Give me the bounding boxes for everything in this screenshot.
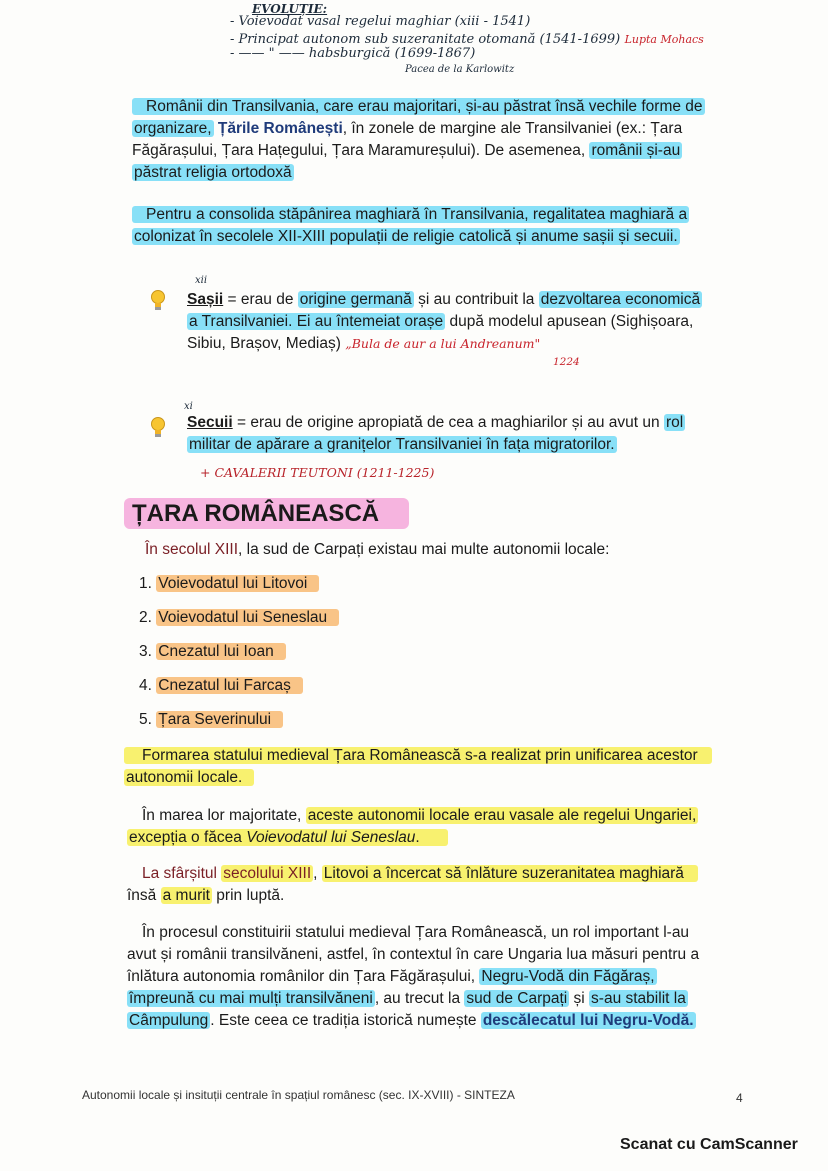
para6-l3b: Negru-Vodă din Făgăraș, [481,968,655,985]
para6-l3a: înlătura autonomia românilor din Țara Făgărașului, [127,968,480,985]
para1-a: Românii din Transilvania, care erau majoritari, și-au păstrat însă vechile forme de [132,98,705,115]
para6-l4c: sud de Carpați [466,990,568,1007]
para5-a: La sfârșitul [142,865,222,882]
sasii-e: a Transilvaniei. Ei au întemeiat orașe [189,313,444,330]
list-num: 5. [139,711,152,728]
bulb-icon [150,417,166,444]
para5-d: Litovoi a încercat să înlăture suzeranitatea maghiară [322,865,698,882]
secuii-b: rol [665,414,684,431]
para2-b: colonizat în secolele XII-XIII populații de religie catolică și anume sașii și secuii. [134,228,678,245]
camscanner-watermark: Scanat cu CamScanner [620,1136,798,1153]
list-label: Țara Severinului [156,711,283,728]
paragraph-romanii [132,96,712,184]
para3-a: Formarea statului medieval Țara Românească s-a realizat prin unificarea acestor [124,747,712,764]
secuii-c: militar de apărare a granițelor Transilvaniei în fața migratorilor. [189,436,615,453]
para6-l4d: și [569,990,590,1007]
sasii-a: = erau de [223,291,298,308]
list-item [139,607,339,629]
list-label: Cnezatul lui Ioan [156,643,285,660]
para5-f: a murit [162,887,210,904]
sasii-hand: „Bula de aur a lui Andreanum" [345,336,541,351]
para6-l1: În procesul constituirii statului medieval Țara Românească, un rol important l-au [142,924,690,941]
sasii-c: și au contribuit la [413,291,539,308]
heading-text: ȚARA ROMÂNEASCĂ [124,498,409,529]
para5-g: prin luptă. [211,887,285,904]
para4-e: . [415,829,420,846]
para4-b: aceste autonomii locale erau vasale ale regelui Ungariei, [307,807,697,824]
paragraph-negru-voda [127,922,727,1032]
para1-tarile: Țările Românești [217,120,343,137]
paragraph-formare [124,745,724,789]
para6-l4a: împreună cu mai mulți transilvăneni [129,990,373,1007]
para1-f: românii și-au [591,142,681,159]
para5-e: însă [127,887,161,904]
para4-c-text: excepția o făcea [129,829,247,846]
list-label: Voievodatul lui Litovoi [156,575,319,592]
para6-l2: avut și românii transilvăneni, astfel, în contextul în care Ungaria lua măsuri pentru a [127,946,700,963]
sasii-b: origine germană [299,291,412,308]
para3-b: autonomii locale. [124,769,254,786]
list-num: 4. [139,677,152,694]
sasii-note: xii [195,275,208,286]
intro-line [145,541,609,559]
list-label: Voievodatul lui Seneslau [156,609,339,626]
secuii-term: Secuii [187,414,233,431]
intro-a: În secolul XIII [145,541,239,558]
para2-a: Pentru a consolida stăpânirea maghiară în Transilvania, regalitatea maghiară a [132,206,689,223]
sasii-g: Sibiu, Brașov, Mediaș) [187,335,341,352]
notes-line2-red: Lupta Mohacs [624,33,704,46]
para1-g: păstrat religia ortodoxă [134,164,292,181]
list-item [139,573,319,595]
list-num: 3. [139,643,152,660]
secuii-hand: + CAVALERII TEUTONI (1211-1225) [200,465,435,480]
page-number: 4 [736,1091,743,1105]
para4-d: Voievodatul lui Seneslau [246,829,416,846]
list-item [139,675,303,697]
list-label: Cnezatul lui Farcaș [156,677,303,694]
para5-c: , [313,865,322,882]
para6-l5c: descălecatul lui Negru-Vodă. [482,1012,694,1029]
list-item [139,641,286,663]
notes-line2: - Principat autonom sub suzeranitate otomană (1541-1699) [230,32,621,47]
sasii-d: dezvoltarea economică [540,291,701,308]
notes-line1: - Voievodat vasal regelui maghiar (xiii - 1541) [230,14,531,29]
sasii-term: Sașii [187,291,224,308]
footer-text: Autonomii locale și insituții centrale în spațiul românesc (sec. IX-XVIII) - SINTEZA [82,1088,515,1102]
intro-b: , la sud de Carpați existau mai multe autonomii locale: [238,541,610,558]
list-num: 2. [139,609,152,626]
notes-title: EVOLUȚIE: [252,2,328,16]
para5-b: secolului XIII [223,865,312,882]
secuii-a: = erau de origine apropiată de cea a maghiarilor și au avut un [232,414,664,431]
list-item [139,709,283,731]
paragraph-litovoi [127,863,727,907]
paragraph-vasale [127,805,727,849]
notes-line3: - —— " —— habsburgică (1699-1867) [230,46,476,61]
sasii-f: după modelul apusean (Sighișoara, [445,313,694,330]
secuii-note: xi [184,401,193,412]
paragraph-consolidare [132,204,712,248]
sasii-definition [187,289,717,355]
page-title [124,500,409,528]
para4-c [127,829,448,846]
para6-l4b: , au trecut la [374,990,465,1007]
notes-line4: Pacea de la Karlowitz [405,64,515,75]
para6-l5a: Câmpulung [129,1012,209,1029]
sasii-year: 1224 [553,356,580,368]
secuii-definition [187,412,717,456]
bulb-icon [150,290,166,317]
para1-e: Făgărașului, Țara Hațegului, Țara Maramureșului). De asemenea, [132,142,586,159]
para1-d: , în zonele de margine ale Transilvaniei (ex.: Țara [342,120,683,137]
para1-b: organizare, [134,120,212,137]
para4-a: În marea lor majoritate, [142,807,306,824]
list-num: 1. [139,575,152,592]
para6-l5b: . Este ceea ce tradiția istorică numește [210,1012,481,1029]
para6-l4e: s-au stabilit la [591,990,686,1007]
